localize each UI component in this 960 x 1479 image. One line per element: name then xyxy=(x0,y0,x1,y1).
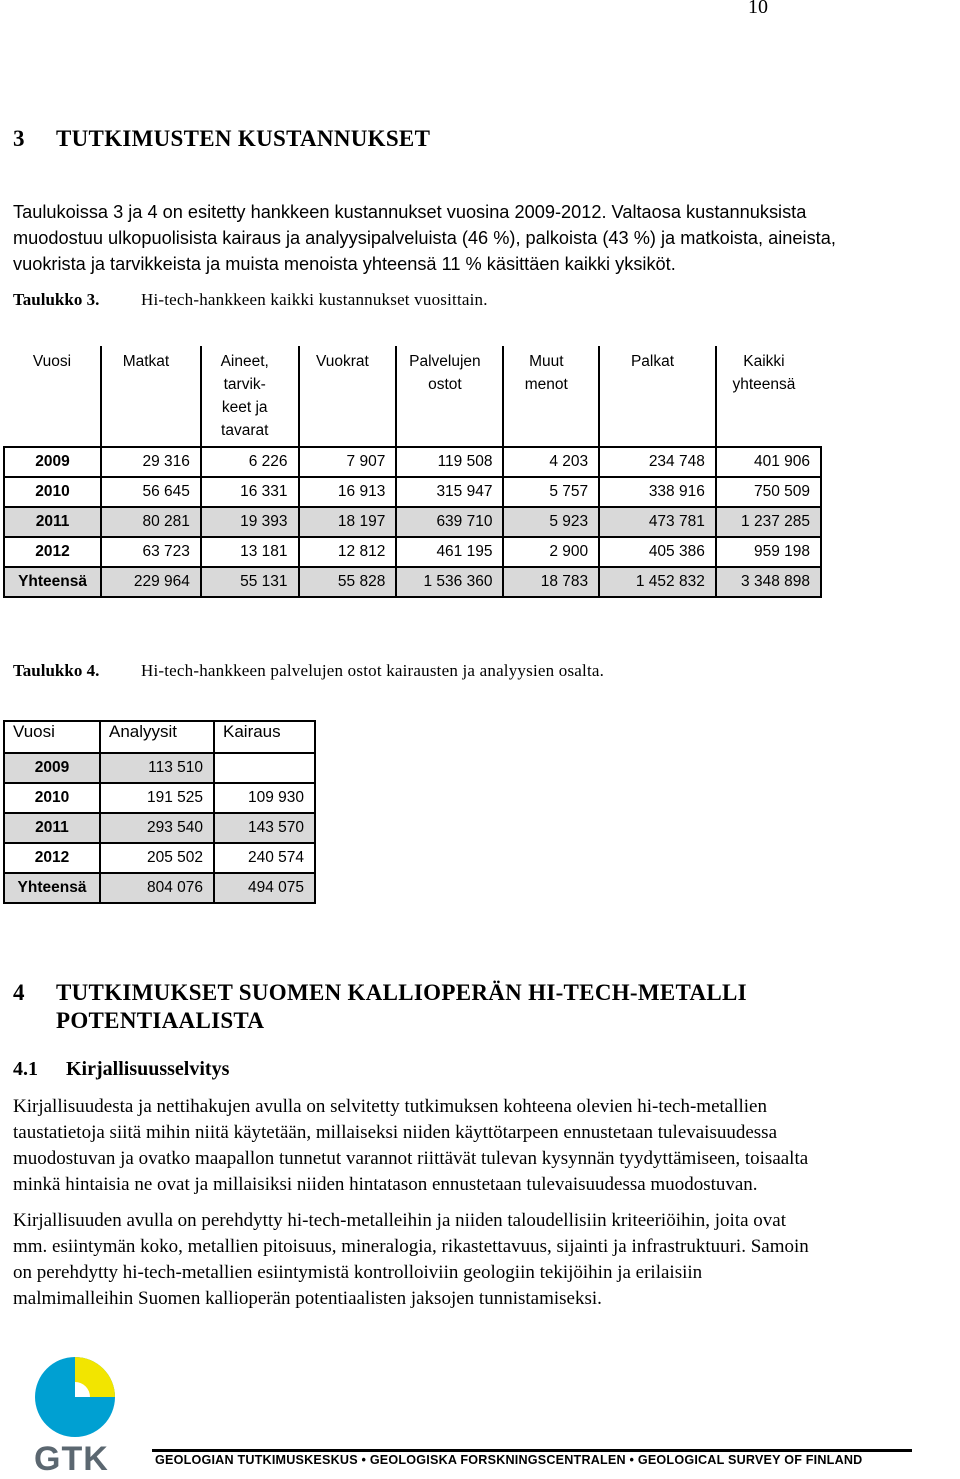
table-cell: 461 195 xyxy=(396,537,503,567)
table-3-header-cell: Palkat xyxy=(599,346,716,447)
table-row xyxy=(4,567,821,597)
table-cell: 119 508 xyxy=(396,447,503,477)
table-cell: 1 237 285 xyxy=(716,507,821,537)
table-cell: 2009 xyxy=(4,753,100,783)
paragraph-line: muodostuvan ja ovatko maapallon tunnetut varannot riittävät tulevan kysynnän tyydyttämiseen, toisaalta xyxy=(13,1148,809,1169)
table-cell: 3 348 898 xyxy=(716,567,821,597)
table-cell: 293 540 xyxy=(100,813,214,843)
gtk-logo-text: GTK xyxy=(34,1440,109,1478)
table-cell: Yhteensä xyxy=(4,873,100,903)
table-cell: 63 723 xyxy=(101,537,201,567)
table-3-header-cell: Aineet, tarvik- keet ja tavarat xyxy=(201,346,299,447)
table-row xyxy=(4,477,821,507)
table-cell: 19 393 xyxy=(201,507,299,537)
table-cell: 750 509 xyxy=(716,477,821,507)
paragraph-line: Kirjallisuuden avulla on perehdytty hi-tech-metalleihin ja niiden taloudellisiin kriteeriöihin, joita ovat xyxy=(13,1210,786,1231)
table-3-header-cell: Matkat xyxy=(101,346,201,447)
table-cell: 191 525 xyxy=(100,783,214,813)
intro-line: vuokrista ja tarvikkeista ja muista menoista yhteensä 11 % käsittäen kaikki yksiköt. xyxy=(13,254,676,274)
table-cell: 205 502 xyxy=(100,843,214,873)
table-cell: 405 386 xyxy=(599,537,716,567)
table-cell: 473 781 xyxy=(599,507,716,537)
table-cell: 494 075 xyxy=(214,873,315,903)
paragraph-line: taustatietoja siitä mihin niitä käytetään, millaiseksi niiden käyttötarpeen ennustetaan tulevaisuudessa xyxy=(13,1122,778,1143)
section-3-intro xyxy=(13,199,958,277)
table-row xyxy=(4,753,315,783)
section-4-title-line1: TUTKIMUKSET SUOMEN KALLIOPERÄN HI-TECH-METALLI xyxy=(56,980,747,1005)
paragraph-line: on perehdytty hi-tech-metallien esiintymistä kontrolloiviin geologiin tekijöihin ja erilaisiin xyxy=(13,1262,703,1283)
table-cell: 401 906 xyxy=(716,447,821,477)
section-3-title: TUTKIMUSTEN KUSTANNUKSET xyxy=(56,126,431,151)
table-row xyxy=(4,783,315,813)
section-4-title-line2: POTENTIAALISTA xyxy=(56,1008,265,1033)
table-3-label: Taulukko 3. xyxy=(13,290,100,309)
gtk-globe-logo-icon xyxy=(30,1352,120,1442)
table-cell: 229 964 xyxy=(101,567,201,597)
section-4-1-heading xyxy=(13,1058,229,1081)
table-cell: 639 710 xyxy=(396,507,503,537)
table-3-header-cell: Muut menot xyxy=(503,346,599,447)
paragraph-line: mm. esiintymän koko, metallien pitoisuus, mineralogia, rikastettavuus, sijainti ja infrastruktuuri. Samoin xyxy=(13,1236,809,1257)
table-cell: 1 452 832 xyxy=(599,567,716,597)
paragraph-line: malmimalleihin Suomen kallioperän potentiaalisten jaksojen tunnistamiseksi. xyxy=(13,1288,602,1309)
table-cell xyxy=(214,753,315,783)
table-cell: 55 828 xyxy=(299,567,397,597)
table-cell: 234 748 xyxy=(599,447,716,477)
table-cell: 2012 xyxy=(4,537,101,567)
paragraph-line: minkä hintaisia ne ovat ja millaisiksi niiden hintatason ennustetaan tulevaisuudessa muodostuvan. xyxy=(13,1174,758,1195)
table-cell: 12 812 xyxy=(299,537,397,567)
table-cell: 2012 xyxy=(4,843,100,873)
table-row xyxy=(4,813,315,843)
section-4-1-number: 4.1 xyxy=(13,1058,38,1080)
table-cell: 959 198 xyxy=(716,537,821,567)
table-cell: 7 907 xyxy=(299,447,397,477)
table-4-header-cell: Analyysit xyxy=(100,721,214,753)
table-cell: 16 913 xyxy=(299,477,397,507)
table-cell: 2010 xyxy=(4,477,101,507)
table-cell: 804 076 xyxy=(100,873,214,903)
section-3-number: 3 xyxy=(13,126,25,151)
table-4-header-cell: Vuosi xyxy=(4,721,100,753)
table-4-caption-text: Hi-tech-hankkeen palvelujen ostot kairausten ja analyysien osalta. xyxy=(141,661,605,680)
table-cell: 315 947 xyxy=(396,477,503,507)
table-4-label: Taulukko 4. xyxy=(13,661,100,680)
section-4-heading xyxy=(13,980,747,1006)
page-number: 10 xyxy=(748,0,768,18)
table-3-header-row xyxy=(4,346,821,447)
table-cell: 55 131 xyxy=(201,567,299,597)
table-cell: 56 645 xyxy=(101,477,201,507)
table-cell: 240 574 xyxy=(214,843,315,873)
table-row xyxy=(4,507,821,537)
table-3-caption xyxy=(13,290,488,310)
table-cell: 2010 xyxy=(4,783,100,813)
section-4-1-title: Kirjallisuusselvitys xyxy=(66,1058,230,1080)
table-4-caption xyxy=(13,661,604,681)
table-cell: 338 916 xyxy=(599,477,716,507)
table-cell: 80 281 xyxy=(101,507,201,537)
costs-table xyxy=(3,346,822,598)
table-cell: 6 226 xyxy=(201,447,299,477)
paragraph-1 xyxy=(13,1094,958,1198)
table-row xyxy=(4,537,821,567)
table-cell: 2011 xyxy=(4,813,100,843)
table-row xyxy=(4,447,821,477)
table-4-header-cell: Kairaus xyxy=(214,721,315,753)
intro-line: Taulukoissa 3 ja 4 on esitetty hankkeen kustannukset vuosina 2009-2012. Valtaosa kustannuksista xyxy=(13,202,807,222)
table-cell: 2009 xyxy=(4,447,101,477)
table-3-header-cell: Vuokrat xyxy=(299,346,397,447)
footer-organization: GEOLOGIAN TUTKIMUSKESKUS • GEOLOGISKA FORSKNINGSCENTRALEN • GEOLOGICAL SURVEY OF FINLAND xyxy=(155,1453,863,1467)
table-cell: 4 203 xyxy=(503,447,599,477)
table-cell: 2011 xyxy=(4,507,101,537)
table-row xyxy=(4,843,315,873)
table-cell: 1 536 360 xyxy=(396,567,503,597)
paragraph-2 xyxy=(13,1208,958,1312)
table-cell: 18 783 xyxy=(503,567,599,597)
table-cell: 109 930 xyxy=(214,783,315,813)
table-cell: 16 331 xyxy=(201,477,299,507)
table-row xyxy=(4,873,315,903)
table-cell: 18 197 xyxy=(299,507,397,537)
paragraph-line: Kirjallisuudesta ja nettihakujen avulla on selvitetty tutkimuksen kohteena olevien hi-tech-metallien xyxy=(13,1096,767,1117)
table-3-caption-text: Hi-tech-hankkeen kaikki kustannukset vuosittain. xyxy=(141,290,488,309)
section-3-heading xyxy=(13,126,430,152)
table-cell: 13 181 xyxy=(201,537,299,567)
table-3-header-cell: Palvelujen ostot xyxy=(396,346,503,447)
table-cell: 113 510 xyxy=(100,753,214,783)
footer-divider xyxy=(152,1449,912,1452)
table-cell: 2 900 xyxy=(503,537,599,567)
intro-line: muodostuu ulkopuolisista kairaus ja analyysipalveluista (46 %), palkoista (43 %) ja matkoista, aineista, xyxy=(13,228,836,248)
table-cell: 5 757 xyxy=(503,477,599,507)
services-table xyxy=(3,720,316,904)
table-3-header-cell: Vuosi xyxy=(4,346,101,447)
table-cell: 29 316 xyxy=(101,447,201,477)
table-3-header-cell: Kaikki yhteensä xyxy=(732,353,796,393)
table-4-header-row xyxy=(4,721,315,753)
table-cell: 5 923 xyxy=(503,507,599,537)
section-4-number: 4 xyxy=(13,980,25,1005)
table-cell: Yhteensä xyxy=(4,567,101,597)
table-cell: 143 570 xyxy=(214,813,315,843)
